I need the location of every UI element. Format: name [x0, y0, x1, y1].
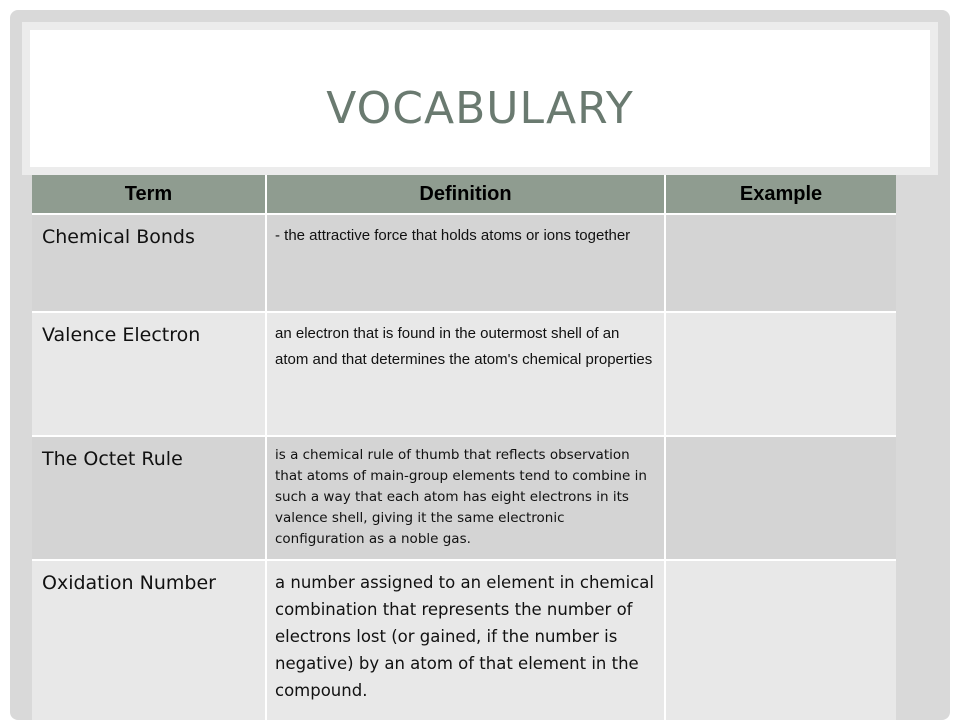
example-cell [665, 214, 896, 312]
definition-cell: a number assigned to an element in chemical combination that represents the number of electrons lost (or gained, if the number is negative) by an atom of that element in the compound. [266, 560, 665, 720]
example-cell [665, 312, 896, 436]
table-row [32, 436, 896, 560]
header-term: Term [32, 175, 266, 214]
term-cell: The Octet Rule [32, 436, 266, 560]
term-cell: Valence Electron [32, 312, 266, 436]
table-header-row [32, 175, 896, 214]
example-cell [665, 560, 896, 720]
definition-cell: is a chemical rule of thumb that reflects observation that atoms of main-group elements tend to combine in such a way that each atom has eight electrons in its valence shell, giving it the same electronic configuration as a noble gas. [266, 436, 665, 560]
table-row [32, 312, 896, 436]
slide-title: VOCABULARY [326, 83, 634, 134]
header-example: Example [665, 175, 896, 214]
title-box [30, 30, 930, 167]
term-cell: Oxidation Number [32, 560, 266, 720]
slide-frame [10, 10, 950, 720]
table-row [32, 214, 896, 312]
table-row [32, 560, 896, 720]
definition-cell: - the attractive force that holds atoms or ions together [266, 214, 665, 312]
term-cell: Chemical Bonds [32, 214, 266, 312]
header-definition: Definition [266, 175, 665, 214]
definition-cell: an electron that is found in the outermost shell of an atom and that determines the atom's chemical properties [266, 312, 665, 436]
vocabulary-table [32, 175, 896, 720]
example-cell [665, 436, 896, 560]
